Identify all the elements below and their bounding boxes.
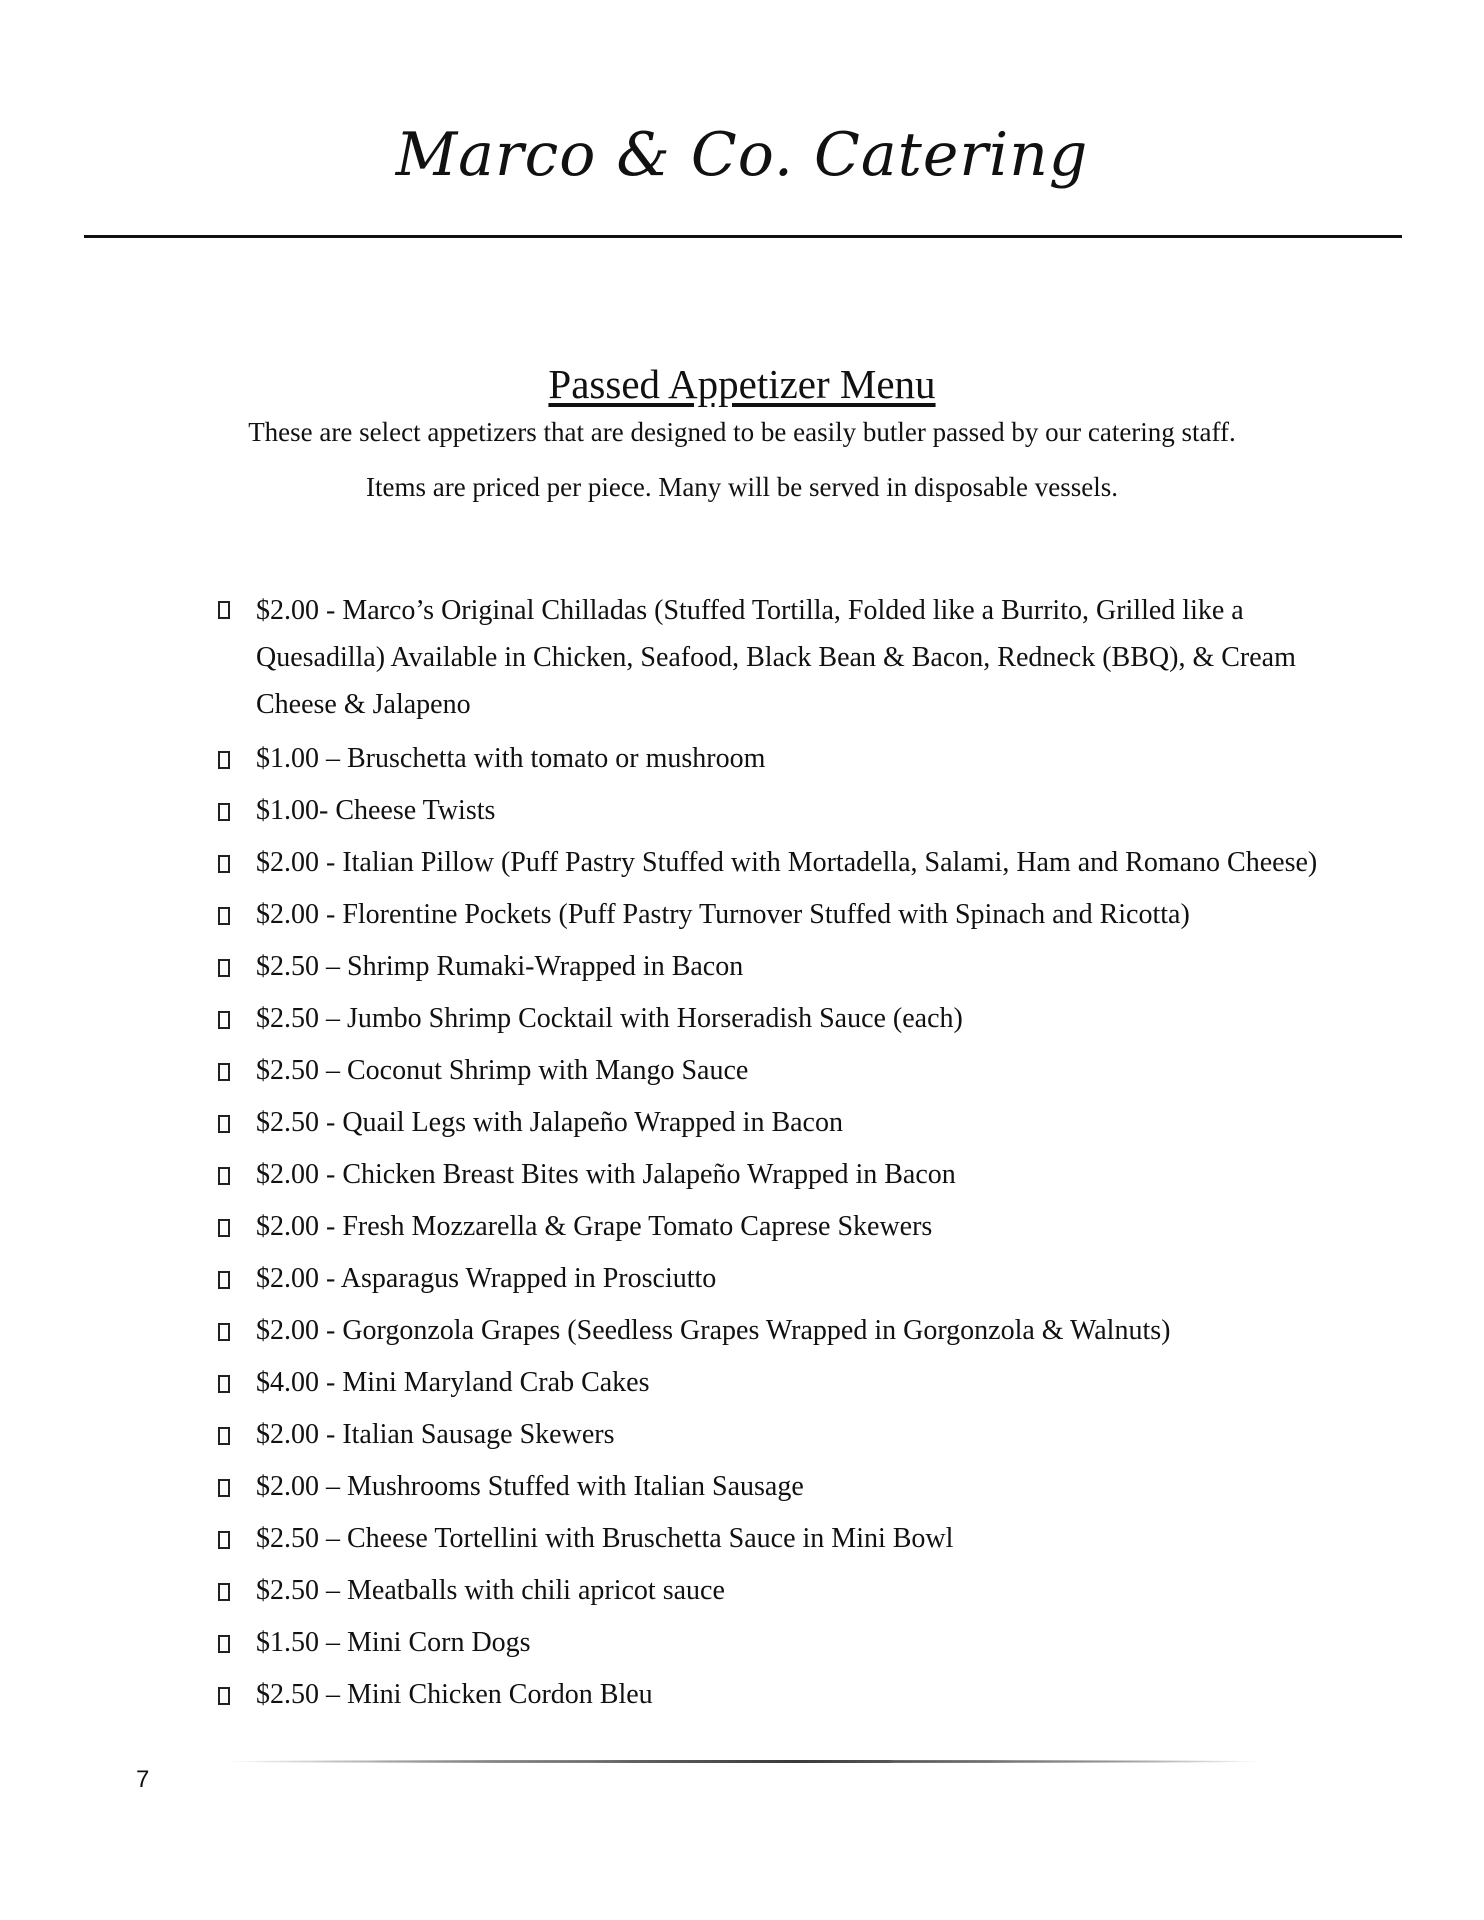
menu-item-text: $2.00 - Chicken Breast Bites with Jalapeño Wrapped in Bacon bbox=[256, 1159, 956, 1190]
menu-item bbox=[218, 1153, 1378, 1197]
checkbox-icon bbox=[218, 1583, 230, 1601]
checkbox-icon bbox=[218, 1219, 230, 1237]
checkbox-icon bbox=[218, 1687, 230, 1705]
menu-intro-line-2: Items are priced per piece. Many will be served in disposable vessels. bbox=[365, 472, 1118, 502]
menu-item-text: $1.00- Cheese Twists bbox=[256, 795, 496, 826]
menu-item bbox=[218, 893, 1378, 937]
checkbox-icon bbox=[218, 1375, 230, 1393]
menu-item-text: $2.00 - Marco’s Original Chilladas (Stuffed Tortilla, Folded like a Burrito, Grilled like a Quesadilla) Available in Chicken, Seafood, Black Bean & Bacon, Redneck (BBQ), & Cream Cheese & Jalapeno bbox=[256, 595, 1296, 720]
menu-item-text: $2.00 – Mushrooms Stuffed with Italian Sausage bbox=[256, 1471, 804, 1502]
checkbox-icon bbox=[218, 907, 230, 925]
menu-item bbox=[218, 737, 1378, 781]
checkbox-icon bbox=[218, 751, 230, 769]
appetizer-list bbox=[218, 587, 1378, 1725]
menu-item-text: $2.00 - Italian Pillow (Puff Pastry Stuffed with Mortadella, Salami, Ham and Romano Cheese) bbox=[256, 847, 1318, 878]
menu-item-text: $4.00 - Mini Maryland Crab Cakes bbox=[256, 1367, 650, 1398]
checkbox-icon bbox=[218, 601, 230, 619]
checkbox-icon bbox=[218, 1011, 230, 1029]
checkbox-icon bbox=[218, 803, 230, 821]
menu-item-text: $1.00 – Bruschetta with tomato or mushroom bbox=[256, 743, 766, 774]
footer-divider bbox=[218, 1760, 1266, 1763]
header-divider bbox=[84, 235, 1402, 238]
menu-item bbox=[218, 1413, 1378, 1457]
checkbox-icon bbox=[218, 1531, 230, 1549]
menu-item-text: $2.50 - Quail Legs with Jalapeño Wrapped in Bacon bbox=[256, 1107, 843, 1138]
menu-item-text: $2.00 - Italian Sausage Skewers bbox=[256, 1419, 615, 1450]
menu-item bbox=[218, 1309, 1378, 1353]
checkbox-icon bbox=[218, 1479, 230, 1497]
menu-item bbox=[218, 587, 1378, 728]
menu-item bbox=[218, 789, 1378, 833]
menu-item-text: $2.00 - Gorgonzola Grapes (Seedless Grapes Wrapped in Gorgonzola & Walnuts) bbox=[256, 1315, 1171, 1346]
page-number: 7 bbox=[136, 1766, 150, 1793]
menu-item bbox=[218, 1569, 1378, 1613]
brand-title: Marco & Co. Catering bbox=[395, 120, 1089, 190]
menu-item-text: $1.50 – Mini Corn Dogs bbox=[256, 1627, 531, 1658]
menu-item bbox=[218, 1621, 1378, 1665]
checkbox-icon bbox=[218, 1271, 230, 1289]
checkbox-icon bbox=[218, 1167, 230, 1185]
checkbox-icon bbox=[218, 1427, 230, 1445]
menu-item bbox=[218, 1205, 1378, 1249]
menu-item-text: $2.00 - Asparagus Wrapped in Prosciutto bbox=[256, 1263, 717, 1294]
menu-item bbox=[218, 1361, 1378, 1405]
menu-item bbox=[218, 945, 1378, 989]
checkbox-icon bbox=[218, 1323, 230, 1341]
menu-intro-line-1: These are select appetizers that are designed to be easily butler passed by our catering staff. bbox=[248, 417, 1236, 447]
menu-item-text: $2.50 – Meatballs with chili apricot sauce bbox=[256, 1575, 725, 1606]
menu-item-text: $2.50 – Shrimp Rumaki-Wrapped in Bacon bbox=[256, 951, 744, 982]
menu-item-text: $2.00 - Florentine Pockets (Puff Pastry Turnover Stuffed with Spinach and Ricotta) bbox=[256, 899, 1190, 930]
menu-title: Passed Appetizer Menu bbox=[548, 361, 936, 407]
menu-item bbox=[218, 1465, 1378, 1509]
menu-item bbox=[218, 1673, 1378, 1717]
menu-item bbox=[218, 997, 1378, 1041]
checkbox-icon bbox=[218, 959, 230, 977]
menu-item-text: $2.00 - Fresh Mozzarella & Grape Tomato Caprese Skewers bbox=[256, 1211, 933, 1242]
menu-item-text: $2.50 – Jumbo Shrimp Cocktail with Horseradish Sauce (each) bbox=[256, 1003, 963, 1034]
checkbox-icon bbox=[218, 1115, 230, 1133]
menu-item-text: $2.50 – Mini Chicken Cordon Bleu bbox=[256, 1679, 653, 1710]
menu-item bbox=[218, 1101, 1378, 1145]
menu-item bbox=[218, 841, 1378, 885]
checkbox-icon bbox=[218, 1063, 230, 1081]
menu-item bbox=[218, 1517, 1378, 1561]
menu-item bbox=[218, 1257, 1378, 1301]
checkbox-icon bbox=[218, 855, 230, 873]
menu-item-text: $2.50 – Coconut Shrimp with Mango Sauce bbox=[256, 1055, 749, 1086]
menu-item-text: $2.50 – Cheese Tortellini with Bruschetta Sauce in Mini Bowl bbox=[256, 1523, 954, 1554]
checkbox-icon bbox=[218, 1635, 230, 1653]
menu-item bbox=[218, 1049, 1378, 1093]
